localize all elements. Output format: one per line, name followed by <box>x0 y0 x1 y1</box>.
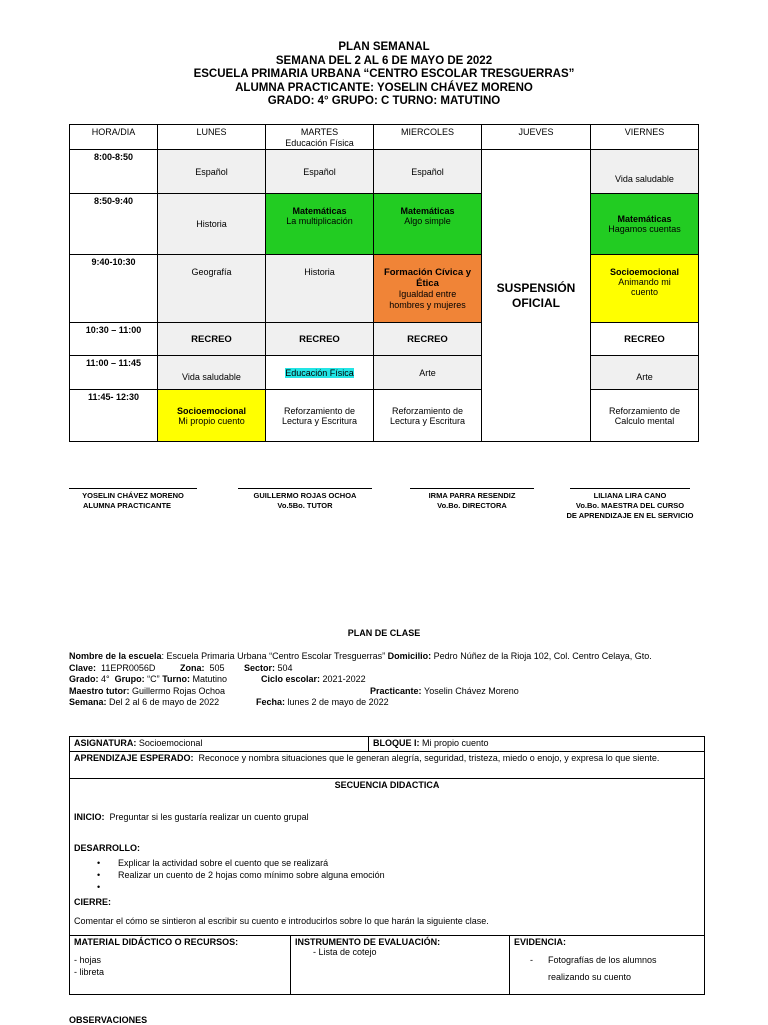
cell-viernes: Vida saludable <box>591 150 699 194</box>
header-line-2: SEMANA DEL 2 AL 6 DE MAYO DE 2022 <box>275 54 493 67</box>
cell-martes: RECREO <box>266 323 374 356</box>
plan-title: PLAN DE CLASE <box>347 628 421 638</box>
cell-miercoles: Reforzamiento de Lectura y Escritura <box>374 390 482 442</box>
plan-info: Nombre de la escuela: Escuela Primaria Urbana “Centro Escolar Tresguerras” Domicilio: Pedro Núñez de la Rioja 102, Col. Centro Celaya, Gto. Clave: 11EPR0056D Zona: 505 Sector: 504 Grado: 4° Grupo: “C” Turno: Matutino Ciclo escolar: 2021-2022 Maestro tutor: Guillermo Rojas Ochoa Practicante: Yoselin Chávez Moreno Semana: Del 2 al 6 de mayo de 2022 Fecha: lunes 2 de mayo de 2022 <box>69 651 652 707</box>
time-cell: 9:40-10:30 <box>70 255 158 323</box>
cell-viernes: Reforzamiento de Calculo mental <box>591 390 699 442</box>
schedule-row <box>70 255 699 323</box>
schedule-row <box>70 356 699 390</box>
header-line-3: ESCUELA PRIMARIA URBANA “CENTRO ESCOLAR TRESGUERRAS” <box>193 68 575 80</box>
cell-martes <box>266 356 374 390</box>
schedule-row <box>70 194 699 255</box>
header-martes: MARTES Educación Física <box>266 125 374 150</box>
secuencia-row: SECUENCIA DIDACTICA INICIO: Preguntar si les gustaría realizar un cuento grupal DESARROLLO: • Explicar la actividad sobre el cuento que se realizará • Realizar un cuento de 2 hojas como mínimo sobre alguna emoción • CIERRE: Comentar el cómo se sintieron al escribir su cuento e introducirlos sobre lo que harán la siguiente clase. <box>70 779 704 936</box>
cell-jueves-suspension <box>482 150 591 442</box>
list-item: • Explicar la actividad sobre el cuento que se realizará <box>118 857 385 869</box>
class-plan-table <box>69 736 705 995</box>
signature-directora: IRMA PARRA RESENDIZ Vo.Bo. DIRECTORA <box>410 488 534 511</box>
time-cell: 8:00-8:50 <box>70 150 158 194</box>
cell-viernes: Socioemocional Animando mi cuento <box>591 255 699 323</box>
list-item: • Realizar un cuento de 2 hojas como mínimo sobre alguna emoción <box>118 869 385 881</box>
cell-viernes: Arte <box>591 356 699 390</box>
time-cell: 11:00 – 11:45 <box>70 356 158 390</box>
time-cell: 10:30 – 11:00 <box>70 323 158 356</box>
time-cell: 11:45- 12:30 <box>70 390 158 442</box>
cell-lunes: Vida saludable <box>158 356 266 390</box>
observaciones-label: OBSERVACIONES <box>69 1015 148 1025</box>
cell-martes: Español <box>266 150 374 194</box>
suspension-label: SUSPENSIÓN OFICIAL <box>496 280 576 310</box>
schedule-row <box>70 323 699 356</box>
cell-lunes: RECREO <box>158 323 266 356</box>
cell-martes: Reforzamiento de Lectura y Escritura <box>266 390 374 442</box>
cell-lunes: Socioemocional Mi propio cuento <box>158 390 266 442</box>
cell-miercoles: Formación Cívica y Ética Igualdad entre hombres y mujeres <box>374 255 482 323</box>
time-cell: 8:50-9:40 <box>70 194 158 255</box>
header-lunes: LUNES <box>158 125 266 150</box>
cell-lunes: Historia <box>158 194 266 255</box>
cell-lunes: Geografía <box>158 255 266 323</box>
header-viernes: VIERNES <box>591 125 699 150</box>
cell-miercoles: Español <box>374 150 482 194</box>
schedule-row <box>70 390 699 442</box>
weekly-schedule-table <box>69 124 699 442</box>
cell-lunes: Español <box>158 150 266 194</box>
recursos-row: MATERIAL DIDÁCTICO O RECURSOS: - hojas - libreta INSTRUMENTO DE EVALUACIÓN: - Lista de cotejo EVIDENCIA: - Fotografías de los alumnos realizando su cuento <box>70 936 704 994</box>
cell-martes: Historia <box>266 255 374 323</box>
cell-viernes: Matemáticas Hagamos cuentas <box>591 194 699 255</box>
cell-martes: Matemáticas La multiplicación <box>266 194 374 255</box>
document-header <box>0 41 768 109</box>
signature-tutor: GUILLERMO ROJAS OCHOA Vo.5Bo. TUTOR <box>238 488 372 511</box>
cell-viernes: RECREO <box>591 323 699 356</box>
header-miercoles: MIERCOLES <box>374 125 482 150</box>
cell-miercoles: Arte <box>374 356 482 390</box>
header-hora: HORA/DIA <box>70 125 158 150</box>
schedule-header-row <box>70 125 699 150</box>
highlighted-text: Educación Física <box>285 367 354 378</box>
list-item <box>118 881 385 893</box>
cell-miercoles: Matemáticas Algo simple <box>374 194 482 255</box>
header-line-5: GRADO: 4° GRUPO: C TURNO: MATUTINO <box>267 95 501 107</box>
desarrollo-list <box>74 857 385 893</box>
header-line-1: PLAN SEMANAL <box>338 41 430 53</box>
header-line-4: ALUMNA PRACTICANTE: YOSELIN CHÁVEZ MORENO <box>235 81 533 94</box>
signature-maestra: LILIANA LIRA CANO Vo.Bo. MAESTRA DEL CURSO DE APRENDIZAJE EN EL SERVICIO <box>560 488 700 521</box>
signature-practicante: YOSELIN CHÁVEZ MORENO ALUMNA PRACTICANTE <box>69 488 197 511</box>
schedule-row <box>70 150 699 194</box>
aprendizaje-row: APRENDIZAJE ESPERADO: Reconoce y nombra situaciones que le generan alegría, seguridad, tristeza, miedo o enojo, y expresa lo que siente. <box>70 752 704 779</box>
cell-miercoles: RECREO <box>374 323 482 356</box>
header-jueves: JUEVES <box>482 125 591 150</box>
asignatura-row: ASIGNATURA: Socioemocional BLOQUE I: Mi propio cuento <box>70 737 704 752</box>
